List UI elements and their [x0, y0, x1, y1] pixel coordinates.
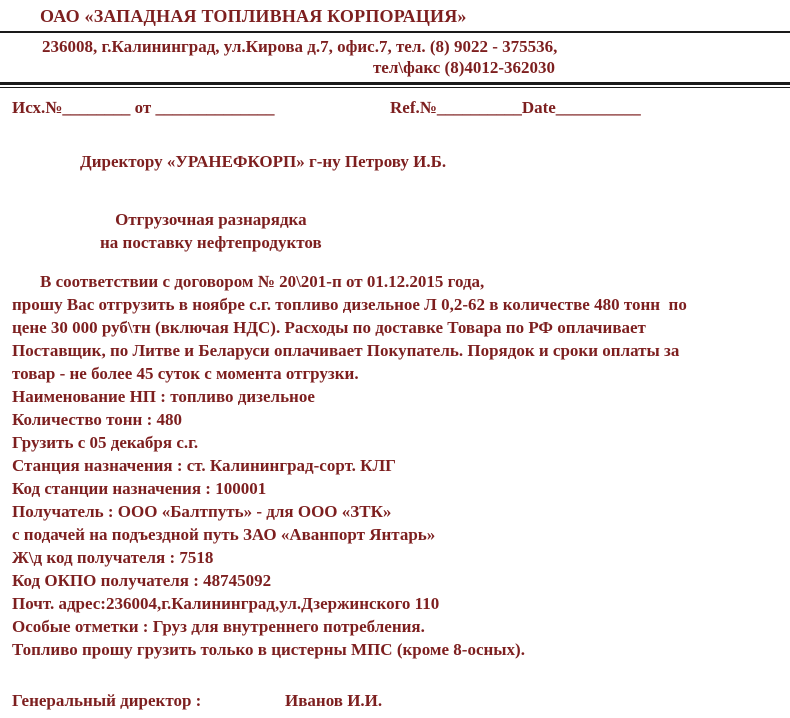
body-line: товар - не более 45 суток с момента отгрузки.: [12, 364, 359, 383]
recipient-line: Директору «УРАНЕФКОРП» г-ну Петрову И.Б.: [80, 152, 447, 171]
detail-line-destination-station: Станция назначения : ст. Калининград-сорт. КЛГ: [12, 456, 396, 475]
detail-line-special-notes: Особые отметки : Груз для внутреннего потребления.: [12, 617, 425, 636]
body-line: цене 30 000 руб\тн (включая НДС). Расходы по доставке Товара по РФ оплачивает: [12, 318, 646, 337]
signature-line: [0, 691, 790, 711]
address-line: 236008, г.Калининград, ул.Кирова д.7, офис.7, тел. (8) 9022 - 375536,: [42, 37, 558, 56]
body-line: В соответствии с договором № 20\201-п от 01.12.2015 года,: [40, 272, 485, 291]
company-name: ОАО «ЗАПАДНАЯ ТОПЛИВНАЯ КОРПОРАЦИЯ»: [40, 6, 467, 26]
body-line: Поставщик, по Литве и Беларуси оплачивает Покупатель. Порядок и сроки оплаты за: [12, 341, 680, 360]
document-title: [100, 208, 322, 254]
detail-line-quantity: Количество тонн : 480: [12, 410, 183, 429]
detail-line-station-code: Код станции назначения : 100001: [12, 479, 267, 498]
detail-line-consignee: Получатель : ООО «Балтпуть» - для ООО «ЗТК»: [12, 502, 392, 521]
signature-role: Генеральный директор :: [12, 691, 202, 710]
outgoing-number-blank: Исх.№________ от ______________: [12, 98, 275, 117]
shipment-details-list: [0, 385, 790, 661]
detail-line-product-name: Наименование НП : топливо дизельное: [12, 387, 315, 406]
title-line-2: на поставку нефтепродуктов: [100, 233, 322, 252]
detail-line-load-date: Грузить с 05 декабря с.г.: [12, 433, 199, 452]
ref-date-blank: Ref.№__________Date__________: [390, 98, 641, 117]
reference-line: [0, 88, 790, 118]
detail-line-postal-address: Почт. адрес:236004,г.Калининград,ул.Дзержинского 110: [12, 594, 440, 613]
detail-line-okpo-code: Код ОКПО получателя : 48745092: [12, 571, 272, 590]
detail-line-rail-code: Ж\д код получателя : 7518: [12, 548, 214, 567]
body-line: прошу Вас отгрузить в ноябре с.г. топливо дизельное Л 0,2-62 в количестве 480 тонн по: [12, 295, 687, 314]
body-paragraph: [0, 270, 790, 385]
detail-line-tank-requirement: Топливо прошу грузить только в цистерны МПС (кроме 8-осных).: [12, 640, 525, 659]
title-line-1: Отгрузочная разнарядка: [115, 210, 307, 229]
detail-line-consignee-cont: с подачей на подъездной путь ЗАО «Аванпорт Янтарь»: [12, 525, 436, 544]
signature-name: Иванов И.И.: [285, 691, 383, 710]
phone-fax-line: тел\факс (8)4012-362030: [372, 58, 556, 77]
